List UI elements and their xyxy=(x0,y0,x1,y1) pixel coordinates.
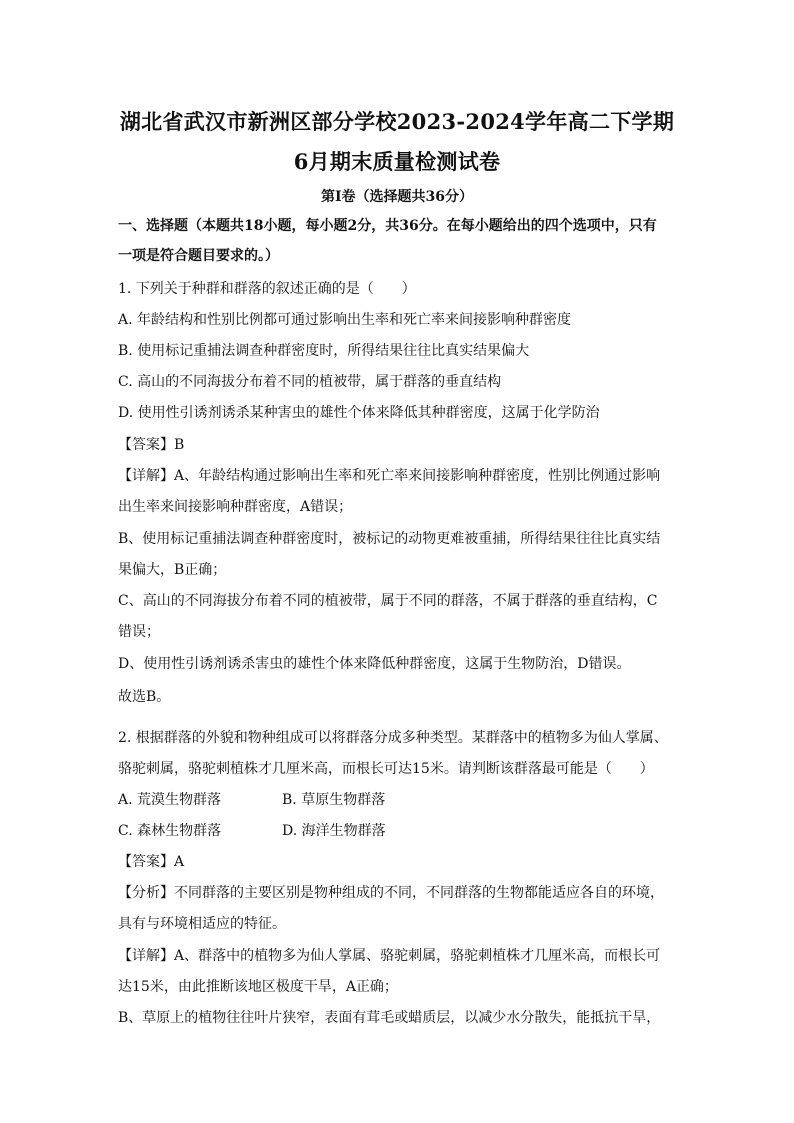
instructions-line1: 一、选择题（本题共18小题，每小题2分，共36分。在每小题给出的四个选项中，只有 xyxy=(118,218,657,234)
q2-detail-line: B、草原上的植物往往叶片狭窄，表面有茸毛或蜡质层，以减少水分散失，能抵抗干旱， xyxy=(118,1010,661,1026)
q2-answer: 【答案】A xyxy=(118,854,185,870)
q1-option-d: D. 使用性引诱剂诱杀某种害虫的雄性个体来降低其种群密度，这属于化学防治 xyxy=(118,405,600,421)
q1-detail-line: 错误； xyxy=(118,624,160,640)
q1-option-a: A. 年龄结构和性别比例都可通过影响出生率和死亡率来间接影响种群密度 xyxy=(118,312,572,328)
q1-detail-line: D、使用性引诱剂诱杀害虫的雄性个体来降低种群密度，这属于生物防治，D错误。 xyxy=(118,656,631,672)
q1-detail-line: 果偏大，B正确； xyxy=(118,562,227,578)
q2-options-row1 xyxy=(118,791,678,809)
q1-answer: 【答案】B xyxy=(118,437,185,453)
q2-analysis-line1: 【分析】不同群落的主要区别是物种组成的不同，不同群落的生物都能适应各自的环境， xyxy=(118,885,664,901)
q2-option-b: B. 草原生物群落 xyxy=(282,792,386,808)
q2-detail-line: 【详解】A、群落中的植物多为仙人掌属、骆驼刺属，骆驼刺植株才几厘米高，而根长可 xyxy=(118,948,661,964)
q1-conclusion: 故选B。 xyxy=(118,689,171,705)
q1-option-c: C. 高山的不同海拔分布着不同的植被带，属于群落的垂直结构 xyxy=(118,374,502,390)
q1-option-b: B. 使用标记重捕法调查种群密度时，所得结果往往比真实结果偏大 xyxy=(118,343,530,359)
instructions-line2: 一项是符合题目要求的。） xyxy=(118,248,279,264)
q1-detail-line: B、使用标记重捕法调查种群密度时，被标记的动物更难被重捕，所得结果往往比真实结 xyxy=(118,531,661,547)
q1-detail-line: 出生率来间接影响种群密度，A错误； xyxy=(118,499,353,515)
exam-title-line1: 湖北省武汉市新洲区部分学校2023-2024学年高二下学期 xyxy=(119,109,675,134)
q2-analysis-line2: 具有与环境相适应的特征。 xyxy=(118,916,286,932)
q2-options-row2 xyxy=(118,822,678,840)
q2-option-d: D. 海洋生物群落 xyxy=(282,823,386,839)
q2-option-c: C. 森林生物群落 xyxy=(118,823,222,839)
q2-option-a: A. 荒漠生物群落 xyxy=(118,792,222,808)
q2-stem-line1: 2. 根据群落的外貌和物种组成可以将群落分成多种类型。某群落中的植物多为仙人掌属、 xyxy=(118,730,668,746)
q1-detail-line: C、高山的不同海拔分布着不同的植被带，属于不同的群落，不属于群落的垂直结构，C xyxy=(118,593,658,609)
q2-detail-line: 达15米，由此推断该地区极度干旱，A正确； xyxy=(118,979,398,995)
q1-stem: 1. 下列关于种群和群落的叙述正确的是（ ） xyxy=(118,281,416,297)
section-label: 第I卷（选择题共36分） xyxy=(320,189,474,205)
q1-detail-line: 【详解】A、年龄结构通过影响出生率和死亡率来间接影响种群密度，性别比例通过影响 xyxy=(118,468,661,484)
exam-title-line2: 6月期末质量检测试卷 xyxy=(293,149,501,174)
q2-stem-line2: 骆驼刺属，骆驼刺植株才几厘米高，而根长可达15米。请判断该群落最可能是（ ） xyxy=(118,761,654,777)
